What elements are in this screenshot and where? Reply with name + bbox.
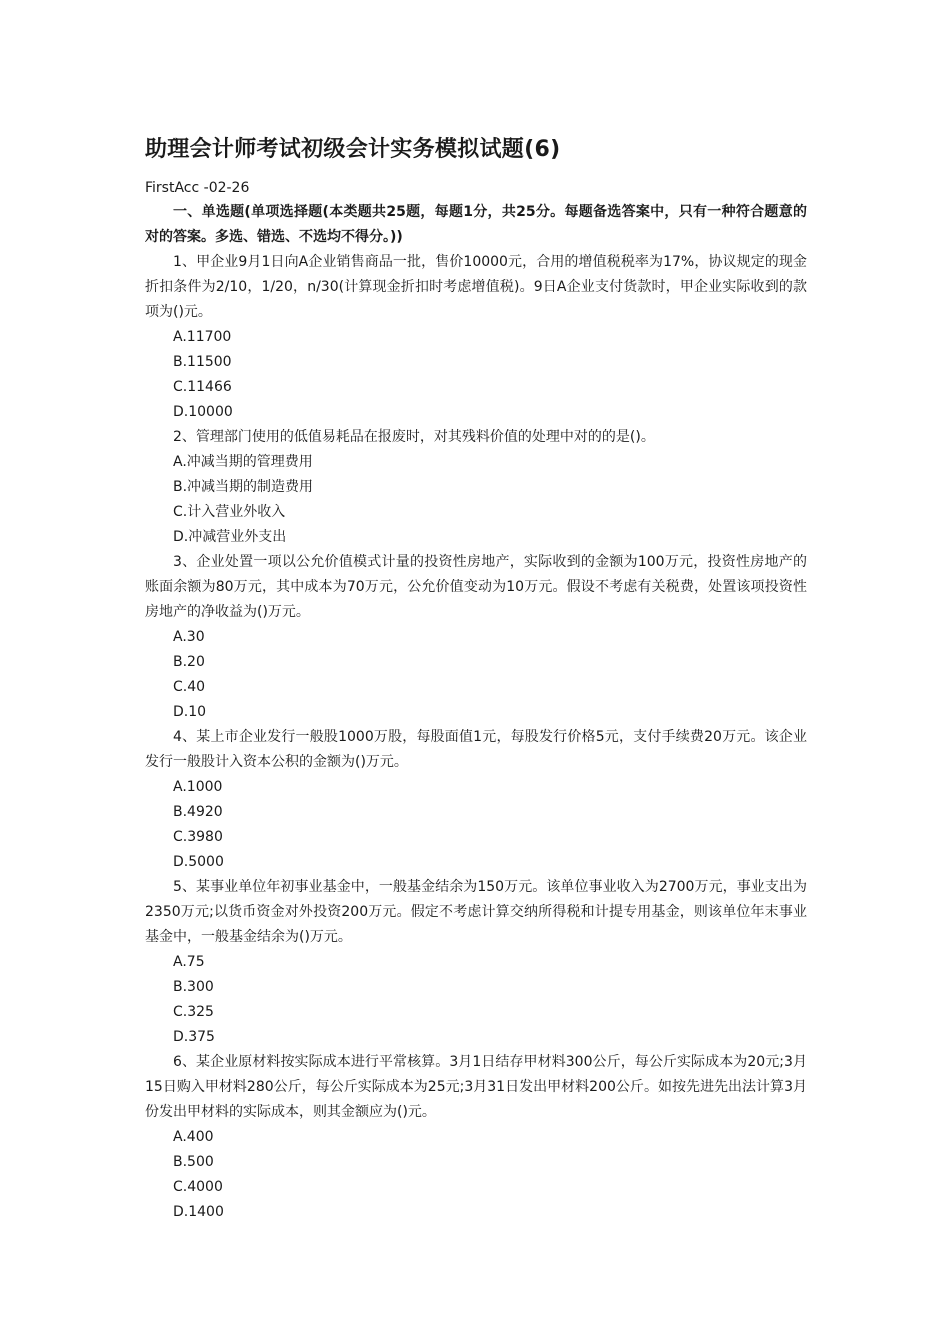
document-page: [145, 134, 807, 1225]
question-block: [145, 1050, 807, 1225]
option-b: B.500: [173, 1154, 214, 1170]
option-d: D.5000: [173, 854, 224, 870]
option-b: B.11500: [173, 354, 232, 370]
question-block: [145, 550, 807, 725]
question-text: 5、某事业单位年初事业基金中，一般基金结余为150万元。该单位事业收入为2700万元，事业支出为2350万元;以货币资金对外投资200万元。假定不考虑计算交纳所得税和计提专用基金，则该单位年末事业基金中，一般基金结余为()万元。: [145, 879, 807, 945]
option-b: B.4920: [173, 804, 223, 820]
option-c: C.3980: [173, 829, 223, 845]
section-heading: 一、单选题(单项选择题(本类题共25题，每题1分，共25分。每题备选答案中，只有一种符合题意的对的答案。多选、错选、不选均不得分。)): [145, 204, 807, 245]
option-c: C.4000: [173, 1179, 223, 1195]
question-block: [145, 250, 807, 425]
question-block: [145, 875, 807, 1050]
option-a: A.1000: [173, 779, 223, 795]
option-b: B.300: [173, 979, 214, 995]
question-text: 6、某企业原材料按实际成本进行平常核算。3月1日结存甲材料300公斤，每公斤实际成本为20元;3月15日购入甲材料280公斤，每公斤实际成本为25元;3月31日发出甲材料200公斤。如按先进先出法计算3月份发出甲材料的实际成本，则其金额应为()元。: [145, 1054, 807, 1120]
question-text: 3、企业处置一项以公允价值模式计量的投资性房地产，实际收到的金额为100万元，投资性房地产的账面余额为80万元，其中成本为70万元，公允价值变动为10万元。假设不考虑有关税费，处置该项投资性房地产的净收益为()万元。: [145, 554, 807, 620]
option-b: B.冲减当期的制造费用: [173, 479, 314, 495]
option-d: D.375: [173, 1029, 215, 1045]
option-a: A.冲减当期的管理费用: [173, 454, 313, 470]
question-block: [145, 725, 807, 875]
question-text: 1、甲企业9月1日向A企业销售商品一批，售价10000元，合用的增值税税率为17%，协议规定的现金折扣条件为2/10，1/20，n/30(计算现金折扣时考虑增值税)。9日A企业支付货款时，甲企业实际收到的款项为()元。: [145, 254, 807, 320]
option-a: A.11700: [173, 329, 232, 345]
option-a: A.400: [173, 1129, 214, 1145]
question-text: 2、管理部门使用的低值易耗品在报废时，对其残料价值的处理中对的的是()。: [173, 429, 655, 445]
option-d: D.10: [173, 704, 207, 720]
option-c: C.325: [173, 1004, 214, 1020]
question-block: [145, 425, 807, 550]
option-d: D.10000: [173, 404, 233, 420]
date-line: FirstAcc -02-26: [145, 180, 250, 196]
option-d: D.1400: [173, 1204, 224, 1220]
option-c: C.11466: [173, 379, 232, 395]
option-b: B.20: [173, 654, 205, 670]
option-d: D.冲减营业外支出: [173, 529, 287, 545]
option-c: C.计入营业外收入: [173, 504, 286, 520]
document-title: 助理会计师考试初级会计实务模拟试题(6): [145, 137, 561, 162]
option-a: A.75: [173, 954, 205, 970]
option-a: A.30: [173, 629, 205, 645]
question-text: 4、某上市企业发行一般股1000万股，每股面值1元，每股发行价格5元，支付手续费20万元。该企业发行一般股计入资本公积的金额为()万元。: [145, 729, 807, 770]
option-c: C.40: [173, 679, 206, 695]
